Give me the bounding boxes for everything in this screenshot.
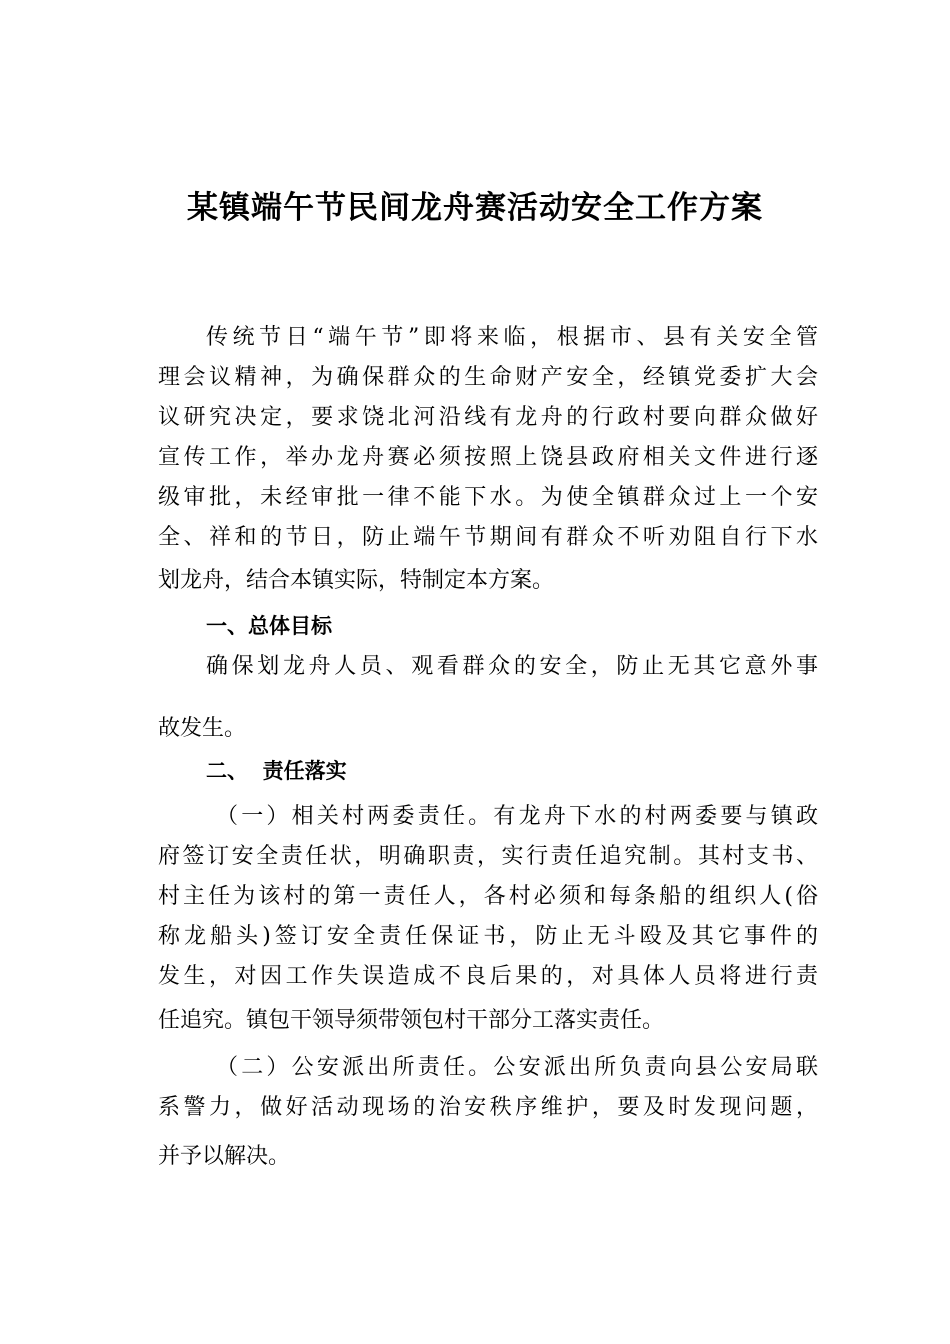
text-line: （二）公安派出所责任。公安派出所负责向县公安局联 <box>216 1055 818 1080</box>
text-line: 故发生。 <box>158 716 247 741</box>
text-line: 全、祥和的节日，防止端午节期间有群众不听劝阻自行下水 <box>158 525 818 550</box>
text-line: 府签订安全责任状，明确职责，实行责任追究制。其村支书、 <box>158 844 818 869</box>
text-line: 确保划龙舟人员、观看群众的安全，防止无其它意外事 <box>206 654 818 679</box>
section-heading: 二、 责任落实 <box>206 759 347 783</box>
text-line: 系警力，做好活动现场的治安秩序维护，要及时发现问题， <box>158 1095 818 1120</box>
text-line: 理会议精神，为确保群众的生命财产安全，经镇党委扩大会 <box>158 365 818 390</box>
section-heading: 一、总体目标 <box>206 614 332 638</box>
text-line: 划龙舟，结合本镇实际，特制定本方案。 <box>158 568 555 593</box>
text-line: 级审批，未经审批一律不能下水。为使全镇群众过上一个安 <box>158 485 818 510</box>
text-line: 议研究决定，要求饶北河沿线有龙舟的行政村要向群众做好 <box>158 405 818 430</box>
text-line: 任追究。镇包干领导须带领包村干部分工落实责任。 <box>158 1008 665 1033</box>
text-line: 称龙船头)签订安全责任保证书，防止无斗殴及其它事件的 <box>158 924 818 949</box>
text-line: 并予以解决。 <box>158 1144 291 1169</box>
text-line: 宣传工作，举办龙舟赛必须按照上饶县政府相关文件进行逐 <box>158 445 818 470</box>
text-line: 传统节日“端午节”即将来临，根据市、县有关安全管 <box>206 325 818 350</box>
text-line: （一）相关村两委责任。有龙舟下水的村两委要与镇政 <box>216 804 818 829</box>
text-line: 发生，对因工作失误造成不良后果的，对具体人员将进行责 <box>158 964 818 989</box>
document-title: 某镇端午节民间龙舟赛活动安全工作方案 <box>187 190 763 226</box>
text-line: 村主任为该村的第一责任人，各村必须和每条船的组织人(俗 <box>158 884 818 909</box>
